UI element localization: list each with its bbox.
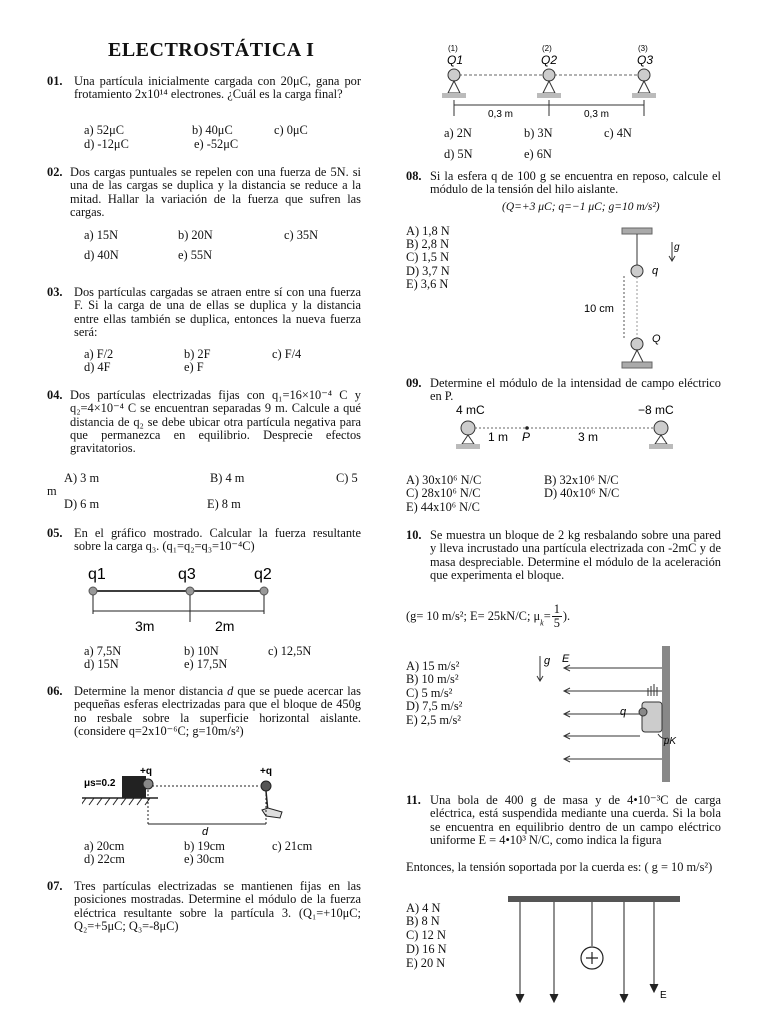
- q08-figure: [580, 226, 690, 372]
- option: c) 12,5N: [268, 644, 312, 658]
- question-text: Se muestra un bloque de 2 kg resbalando sobre una pared y lleva incrustado una partícula electrizada con -2mC y de masa despreciable. Determine el módulo de la aceleración que experimenta el bloque.: [430, 528, 721, 582]
- option: b) 10N: [184, 644, 219, 658]
- label-q3: q3: [178, 566, 196, 583]
- charge-label-left: +q: [140, 766, 152, 777]
- question-text-2: Entonces, la tensión soportada por la cuerda es: ( g = 10 m/s²): [406, 860, 713, 874]
- question-text: Una bola de 400 g de masa y de 4•10⁻³C de carga eléctrica, está suspendida mediante una cuerda. Si la bola se encuentra en equilibrio dentro de un campo eléctrico uniforme E = 4•10³ N/C, como indica la figura: [430, 793, 721, 847]
- label-P: P: [522, 430, 531, 444]
- label-charge1: 4 mC: [456, 403, 485, 417]
- q10-figure: [530, 646, 680, 782]
- label-n2: (2): [542, 44, 552, 53]
- option: D) 16 N: [406, 942, 447, 956]
- option: d) 4F: [84, 360, 111, 374]
- charge-q2: [260, 587, 268, 595]
- question-number: 06.: [47, 684, 63, 698]
- option: c) 0μC: [274, 123, 308, 137]
- option: e) 17,5N: [184, 657, 228, 671]
- option: B) 32x10⁶ N/C: [544, 473, 619, 487]
- option: E) 3,6 N: [406, 277, 449, 291]
- option: D) 3,7 N: [406, 264, 450, 278]
- dist-1: 0,3 m: [488, 109, 514, 120]
- option: e) -52μC: [194, 137, 239, 151]
- option: E) 20 N: [406, 956, 446, 970]
- option: D) 40x10⁶ N/C: [544, 486, 620, 500]
- question-text: Una partícula inicialmente cargada con 20μC, gana por frotamiento 2x10¹⁴ electrones. ¿Cuál es la carga final?: [74, 74, 361, 102]
- charged-particle: [639, 708, 647, 716]
- option: b) 19cm: [184, 839, 225, 853]
- option: b) 20N: [178, 228, 213, 242]
- option: m: [47, 484, 57, 498]
- question-text: Si la esfera q de 100 g se encuentra en reposo, calcule el módulo de la tensión del hilo aislante.: [430, 169, 721, 197]
- page-title: ELECTROSTÁTICA I: [108, 39, 315, 61]
- question-text: Determine la menor distancia d que se puede acercar las pequeñas esferas electrizadas para que el bloque de 450g no resbale sobre la superficie horizontal aislante. (considere q=2x10⁻⁶C; g=10m/s²): [74, 684, 361, 738]
- label-q: q: [620, 706, 627, 718]
- question-number: 11.: [406, 793, 421, 807]
- question-text: Determine el módulo de la intensidad de campo eléctrico en P.: [430, 376, 721, 404]
- charge-label-right: +q: [260, 766, 272, 777]
- question-number: 02.: [47, 165, 63, 179]
- question-number: 03.: [47, 285, 63, 299]
- ceiling: [508, 896, 680, 902]
- option: b) 2F: [184, 347, 211, 361]
- option: c) 21cm: [272, 839, 313, 853]
- option: e) 6N: [524, 147, 552, 161]
- particle-1: [442, 69, 466, 98]
- label-q: q: [652, 265, 659, 277]
- dist-3m: 3m: [135, 618, 155, 634]
- option: D) 6 m: [64, 497, 100, 511]
- option: E) 8 m: [207, 497, 241, 511]
- option: B) 10 m/s²: [406, 672, 459, 686]
- option: A) 30x10⁶ N/C: [406, 473, 482, 487]
- option: a) F/2: [84, 347, 114, 361]
- dist-2m: 2m: [215, 618, 235, 634]
- label-Q: Q: [652, 333, 661, 345]
- label-Q1: Q1: [447, 53, 464, 67]
- option: C) 5 m/s²: [406, 686, 453, 700]
- particle-2: [537, 69, 561, 98]
- option: d) 22cm: [84, 852, 125, 866]
- label-E: E: [562, 653, 570, 665]
- option: C) 1,5 N: [406, 250, 450, 264]
- question-number: 07.: [47, 879, 63, 893]
- sphere-q: [631, 265, 643, 277]
- option: d) 15N: [84, 657, 119, 671]
- label-q2: q2: [254, 566, 272, 583]
- q09-figure: [448, 402, 688, 458]
- option: d) 5N: [444, 147, 473, 161]
- label-charge2: −8 mC: [638, 403, 674, 417]
- option: e) F: [184, 360, 204, 374]
- dist-3m: 3 m: [578, 430, 599, 444]
- dist-2: 0,3 m: [584, 109, 610, 120]
- q11-figure: [500, 890, 684, 1014]
- charge-2: [649, 421, 673, 449]
- question-text: Dos partículas electrizadas fijas con q₁=16×10⁻⁴ C y q₂=4×10⁻⁴ C se encuentran separadas 9 m. Calcule a qué distancia de q₂ se debe ubicar otra partícula negativa para que permanezca en equilibrio. Desprecie efectos gravitatorios.: [70, 388, 361, 456]
- label-mu: μK: [663, 736, 676, 747]
- sphere-left: [143, 779, 153, 789]
- label-E: E: [660, 990, 667, 1001]
- option: b) 3N: [524, 126, 553, 140]
- sphere-Q: [631, 338, 643, 350]
- question-number: 08.: [406, 169, 422, 183]
- q05-figure: [80, 562, 280, 638]
- option: a) 2N: [444, 126, 472, 140]
- question-number: 05.: [47, 526, 63, 540]
- q06-figure: [82, 764, 302, 836]
- option: c) 4N: [604, 126, 632, 140]
- option: C) 12 N: [406, 928, 446, 942]
- label-g: g: [674, 242, 680, 253]
- question-number: 04.: [47, 388, 63, 402]
- option: c) F/4: [272, 347, 302, 361]
- option: a) 15N: [84, 228, 119, 242]
- question-number: 10.: [406, 528, 422, 542]
- option: A) 1,8 N: [406, 224, 450, 238]
- label-Q3: Q3: [637, 53, 654, 67]
- label-dist: 10 cm: [584, 303, 614, 315]
- option: e) 30cm: [184, 852, 225, 866]
- question-text: Dos partículas cargadas se atraen entre sí con una fuerza F. Si la carga de una de ellas se duplica y la distancia entre ellas también se duplica, entonces la nueva fuerza será:: [74, 285, 361, 339]
- label-q1: q1: [88, 566, 106, 583]
- question-text: Dos cargas puntuales se repelen con una fuerza de 5N. si una de las cargas se duplica y la distancia se reduce a la mitad. Hallar la variación de la fuerza que sufren las cargas.: [70, 165, 361, 219]
- question-number: 01.: [47, 74, 63, 88]
- question-number: 09.: [406, 376, 422, 390]
- option: C) 28x10⁶ N/C: [406, 486, 481, 500]
- block: [642, 702, 662, 732]
- option: b) 40μC: [192, 123, 233, 137]
- option: a) 7,5N: [84, 644, 122, 658]
- option: a) 52μC: [84, 123, 125, 137]
- block: [122, 776, 146, 798]
- option: d) -12μC: [84, 137, 129, 151]
- option: A) 4 N: [406, 901, 441, 915]
- option: d) 40N: [84, 248, 119, 262]
- wall: [662, 646, 670, 782]
- particle-3: [632, 69, 656, 98]
- option: c) 35N: [284, 228, 319, 242]
- label-n3: (3): [638, 44, 648, 53]
- option: B) 8 N: [406, 914, 440, 928]
- dist-d: d: [202, 826, 209, 836]
- option: E) 44x10⁶ N/C: [406, 500, 480, 514]
- label-n1: (1): [448, 44, 458, 53]
- label-g: g: [544, 655, 551, 667]
- question-data: (g= 10 m/s²; E= 25kN/C; $\mu_k=$ $\frac{1}{5}$ ).: [406, 602, 571, 630]
- charge-1: [456, 421, 480, 449]
- option: E) 2,5 m/s²: [406, 713, 461, 727]
- question-text: Tres partículas electrizadas se mantienen fijas en las posiciones mostradas. Determine el módulo de la fuerza eléctrica resultante sobre la partícula 3. (Q₁=+10μC; Q₂=+5μC; Q₃=-8μC): [74, 879, 361, 933]
- charge-q3: [186, 587, 194, 595]
- option: e) 55N: [178, 248, 213, 262]
- label-Q2: Q2: [541, 53, 558, 67]
- dist-1m: 1 m: [488, 430, 509, 444]
- option: A) 3 m: [64, 471, 100, 485]
- sphere-right: [261, 781, 271, 791]
- question-text: En el gráfico mostrado. Calcular la fuerza resultante sobre la carga q₃. (q₁=q₂=q₃=10⁻⁴C): [74, 526, 361, 554]
- option: C) 5: [336, 471, 358, 485]
- option: A) 15 m/s²: [406, 659, 460, 673]
- q07-figure: [438, 42, 662, 120]
- option: B) 2,8 N: [406, 237, 450, 251]
- question-data: (Q=+3 μC; q=−1 μC; g=10 m/s²): [502, 201, 660, 213]
- option: B) 4 m: [210, 471, 245, 485]
- charge-q1: [89, 587, 97, 595]
- mu-label: μs=0.2: [84, 778, 116, 789]
- option: D) 7,5 m/s²: [406, 699, 463, 713]
- option: a) 20cm: [84, 839, 125, 853]
